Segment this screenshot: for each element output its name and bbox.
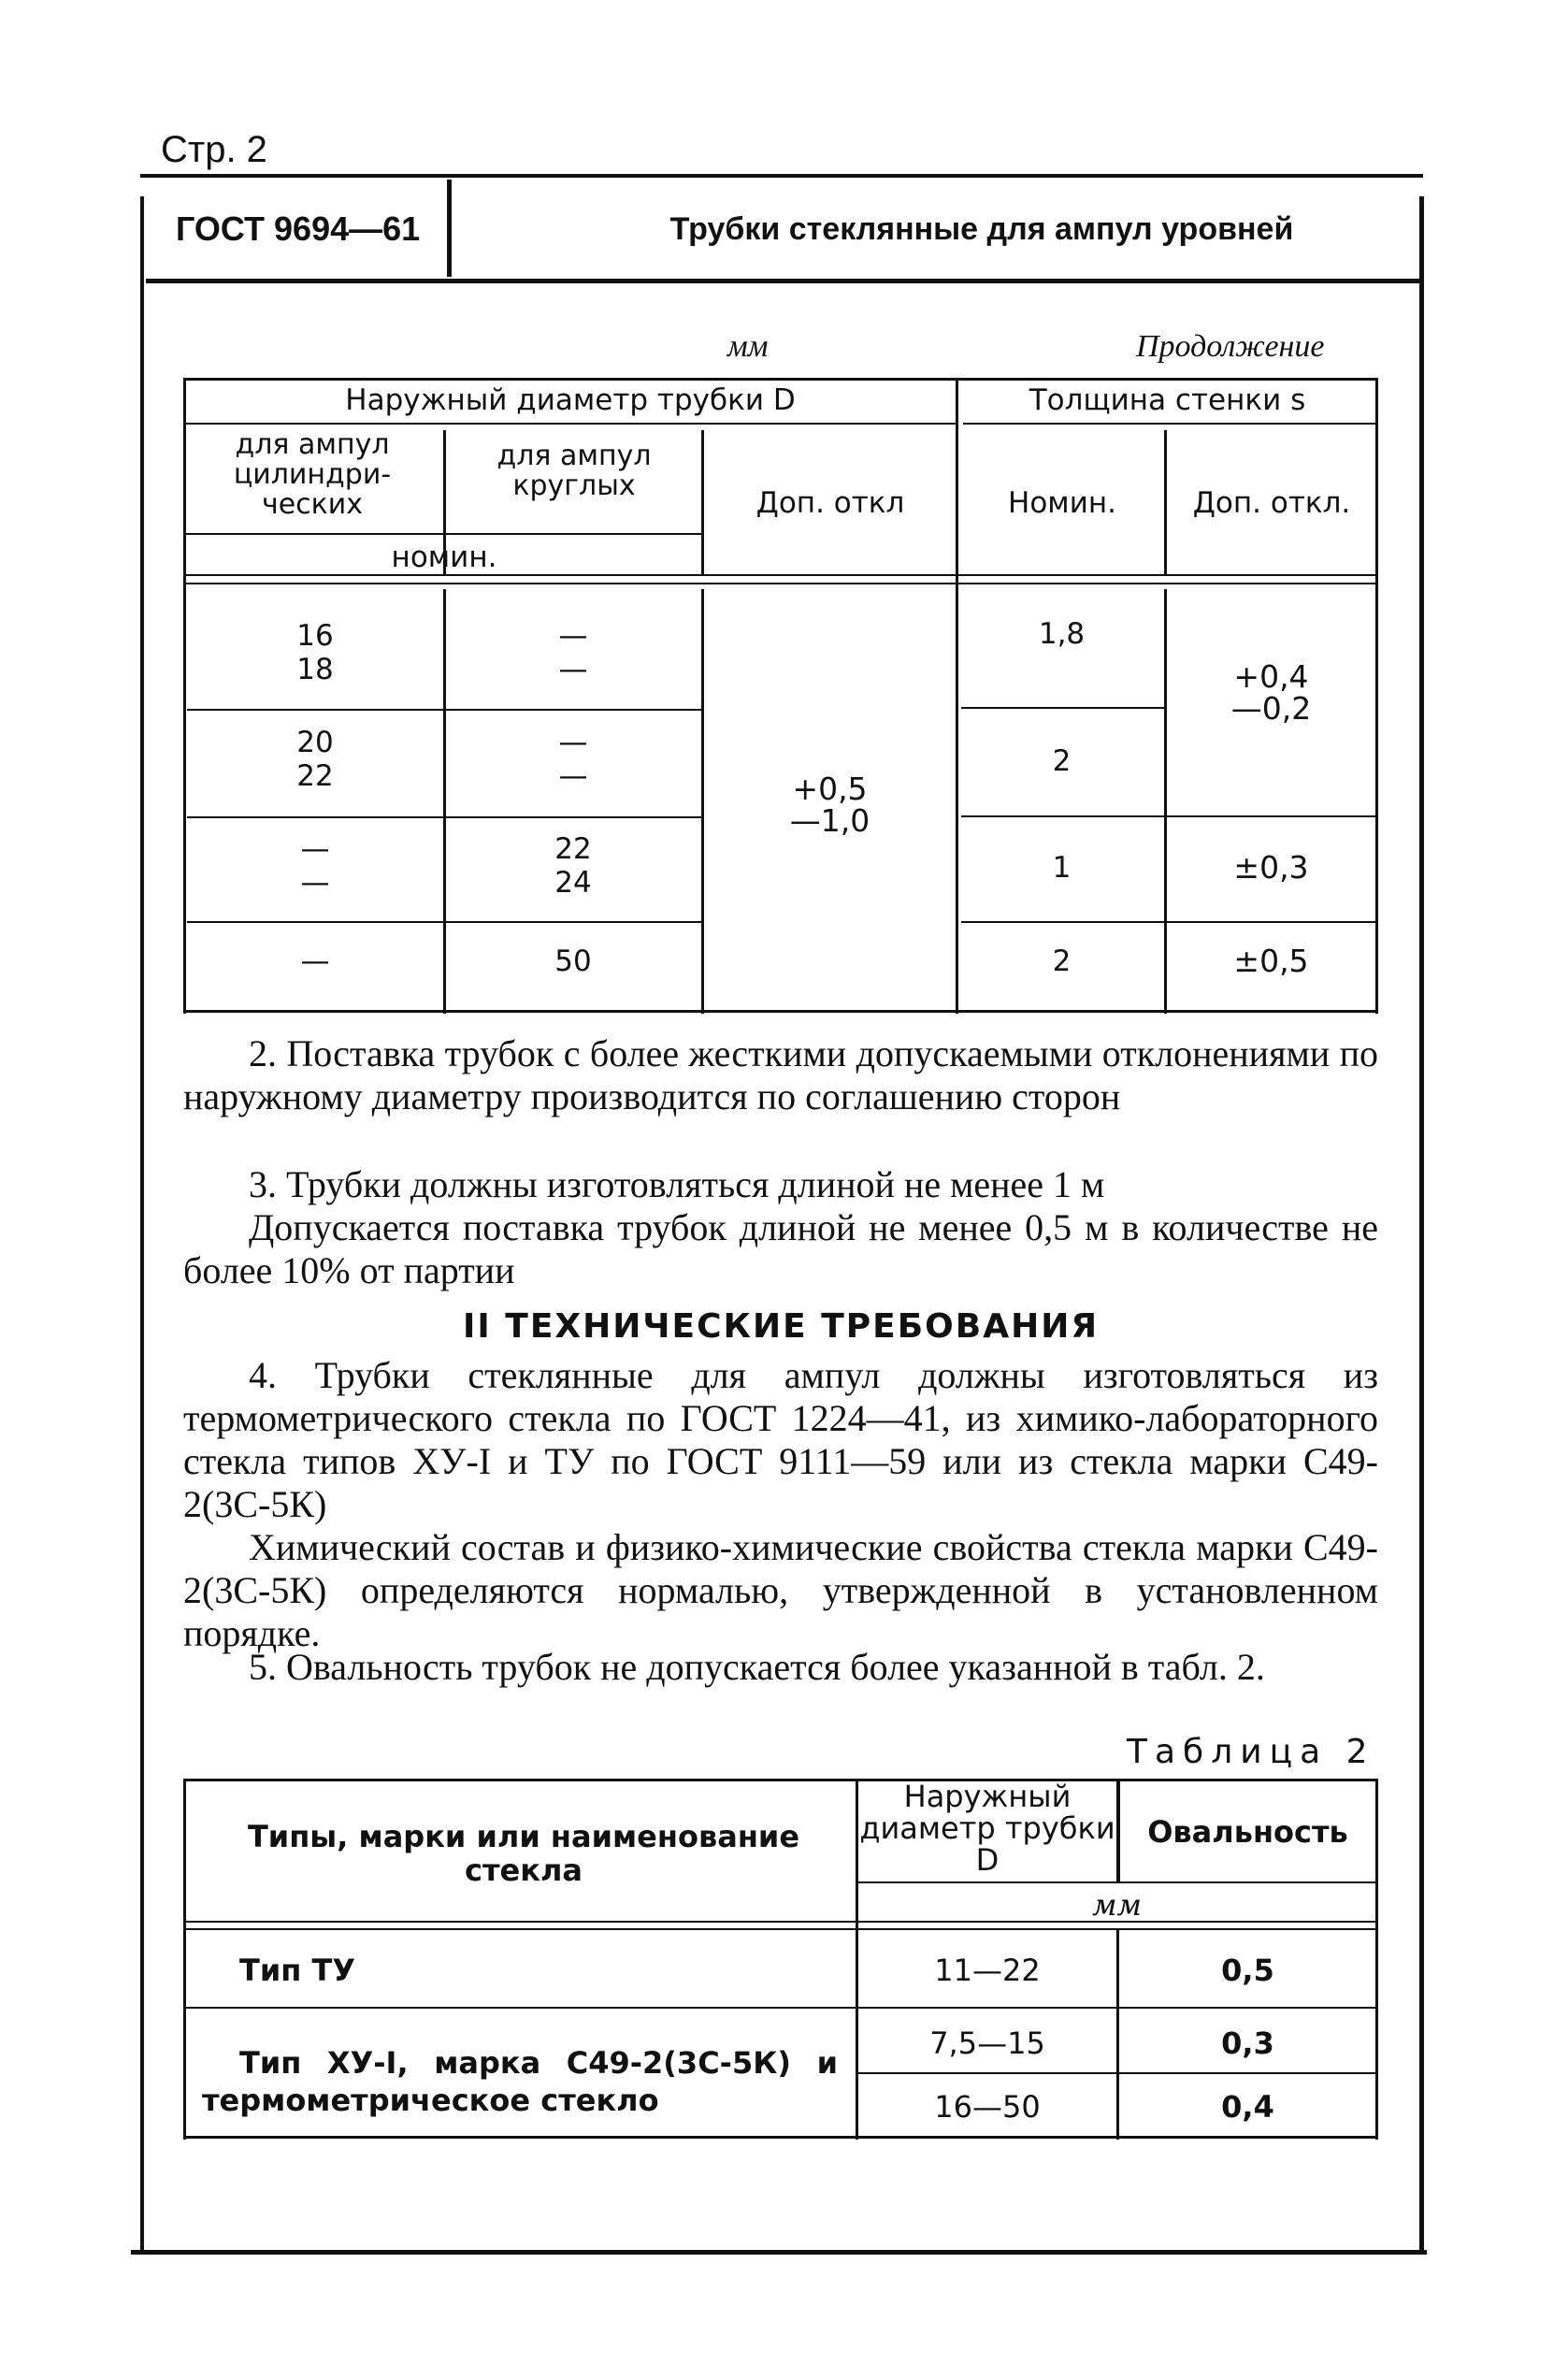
t1-wall-tol-0-3: ±0,3	[1233, 849, 1309, 886]
t1-row-rule-1b	[961, 707, 1164, 709]
t1-wall-1-8: 1,8	[1038, 617, 1086, 651]
t1-head-bottom-1	[183, 574, 1378, 576]
t1-round-22: 22	[554, 832, 592, 866]
t2-div-2-body	[1116, 1930, 1119, 2140]
t1-cyl-dash: —	[300, 832, 330, 866]
header-bottom-rule	[146, 279, 1423, 283]
t1-wall-thickness-heading: Толщина стенки s	[1029, 383, 1306, 417]
header-left-border	[140, 196, 144, 2254]
t2-left-border	[183, 1779, 186, 2140]
paragraph-2: 2. Поставка трубок с более жесткими допускаемыми отклонениями по наружному диаметру производится по соглашению сторон	[183, 1032, 1378, 1117]
t1-row-rule-1	[187, 709, 701, 711]
t1-wall-2: 2	[1052, 944, 1072, 978]
t2-oval-0-5: 0,5	[1221, 1953, 1274, 1988]
t1-col-cylindrical: для ампул цилиндри-ческих	[233, 428, 392, 521]
t1-wall-tol-0-5: ±0,5	[1233, 943, 1309, 979]
t2-top-rule	[183, 1779, 1378, 1781]
header-right-border	[1419, 196, 1424, 2254]
gost-code: ГОСТ 9694—61	[176, 209, 421, 248]
t1-col-round: для ампул круглых	[496, 440, 652, 502]
header-divider	[447, 180, 452, 277]
t2-unit: мм	[1091, 1887, 1143, 1923]
t1-round-50: 50	[554, 944, 592, 978]
table1-unit: мм	[727, 329, 769, 364]
t1-cyl-20: 20	[296, 726, 334, 759]
t1-right-border	[1375, 378, 1378, 1014]
t1-round-dash: —	[558, 726, 588, 759]
t2-right-border	[1375, 1779, 1378, 2140]
t2-diam-11-22: 11—22	[934, 1953, 1041, 1988]
t2-bottom-rule	[183, 2136, 1378, 2139]
t1-cyl-16: 16	[296, 619, 334, 653]
paragraph-5: 5. Овальность трубок не допускается более указанной в табл. 2.	[249, 1646, 1265, 1688]
t1-row-rule-3b	[961, 921, 1375, 923]
t1-outer-diameter-heading: Наружный диаметр трубки D	[345, 383, 796, 417]
t2-oval-0-4: 0,4	[1221, 2089, 1274, 2125]
t1-round-24: 24	[554, 866, 592, 900]
t1-bottom-rule	[183, 1010, 1378, 1013]
t1-cyl-22: 22	[296, 759, 334, 793]
t2-col-ovality: Овальность	[1147, 1814, 1348, 1850]
document-title: Трубки стеклянные для ампул уровней	[669, 211, 1294, 247]
table1-continuation: Продолжение	[1136, 329, 1325, 364]
t1-cyl-dash: —	[300, 944, 330, 978]
t1-mid-divider	[956, 378, 958, 1014]
t2-row-rule	[183, 2007, 1378, 2009]
t2-subrow-rule	[858, 2072, 1375, 2074]
t1-head-bottom-2	[183, 583, 1378, 584]
t2-oval-0-3: 0,3	[1221, 2025, 1274, 2061]
t1-cyl-dash: —	[300, 866, 330, 900]
table2-label: Таблица 2	[1127, 1733, 1375, 1771]
page-number: Стр. 2	[161, 129, 267, 170]
t1-outer-tol-plus: +0,5	[792, 771, 868, 807]
t1-round-dash: —	[558, 759, 588, 793]
t2-diam-16-50: 16—50	[934, 2089, 1041, 2125]
t1-head-div-2	[701, 430, 704, 576]
t1-group-rule-right	[963, 423, 1375, 425]
t1-head-div-3	[1164, 430, 1167, 576]
header-top-rule	[140, 174, 1423, 178]
t1-row-rule-2b	[961, 815, 1375, 817]
t1-group-rule-left	[183, 423, 956, 425]
t1-outer-tol-minus: —1,0	[789, 802, 870, 839]
t1-col-nominal: Номин.	[1008, 486, 1116, 520]
frame-bottom-rule	[131, 2250, 1427, 2255]
t1-col-wall-tolerance: Доп. откл.	[1192, 486, 1351, 520]
t1-row-rule-2	[187, 816, 701, 818]
t2-type-xu: Тип ХУ-I, марка С49-2(3С-5К) и термометрическое стекло	[202, 2045, 838, 2118]
t1-wall-tol-minus: —0,2	[1230, 690, 1312, 727]
section-heading: II ТЕХНИЧЕСКИЕ ТРЕБОВАНИЯ	[462, 1307, 1100, 1346]
t1-top-rule	[183, 378, 1378, 381]
t1-row-rule-3	[187, 921, 701, 923]
paragraph-3: 3. Трубки должны изготовляться длиной не менее 1 м Допускается поставка трубок длиной не менее 0,5 м в количестве не более 10% от партии	[183, 1163, 1378, 1291]
t2-head-bottom-2	[183, 1928, 1378, 1930]
paragraph-4: 4. Трубки стеклянные для ампул должны изготовляться из термометрического стекла по ГОСТ 1224—41, из химико-лабораторного стекла типов ХУ-I и ТУ по ГОСТ 9111—59 или из стекла марки С49-2(3С-5К) Химический состав и физико-химические свойства стекла марки С49-2(3С-5К) определяются нормалью, утвержденной в установленном порядке.	[183, 1354, 1378, 1654]
t1-nominal-label: номин.	[391, 541, 497, 574]
t2-unit-rule	[858, 1881, 1375, 1883]
t1-left-border	[183, 378, 186, 1014]
t1-cyl-18: 18	[296, 653, 334, 686]
t1-nominal-rule	[183, 533, 701, 535]
t2-type-tu: Тип ТУ	[239, 1953, 355, 1988]
t2-col-diameter: Наружный диаметр трубки D	[859, 1779, 1115, 1878]
t1-round-dash: —	[558, 653, 588, 686]
t1-col-tolerance: Доп. откл	[755, 486, 905, 520]
t1-wall-1: 1	[1052, 851, 1072, 885]
t2-diam-7-5-15: 7,5—15	[929, 2025, 1045, 2061]
t1-wall-tol-plus: +0,4	[1233, 658, 1309, 695]
t2-col-type: Типы, марки или наименование стекла	[247, 1819, 800, 1888]
t1-round-dash: —	[558, 619, 588, 653]
t1-wall-2: 2	[1052, 744, 1072, 778]
